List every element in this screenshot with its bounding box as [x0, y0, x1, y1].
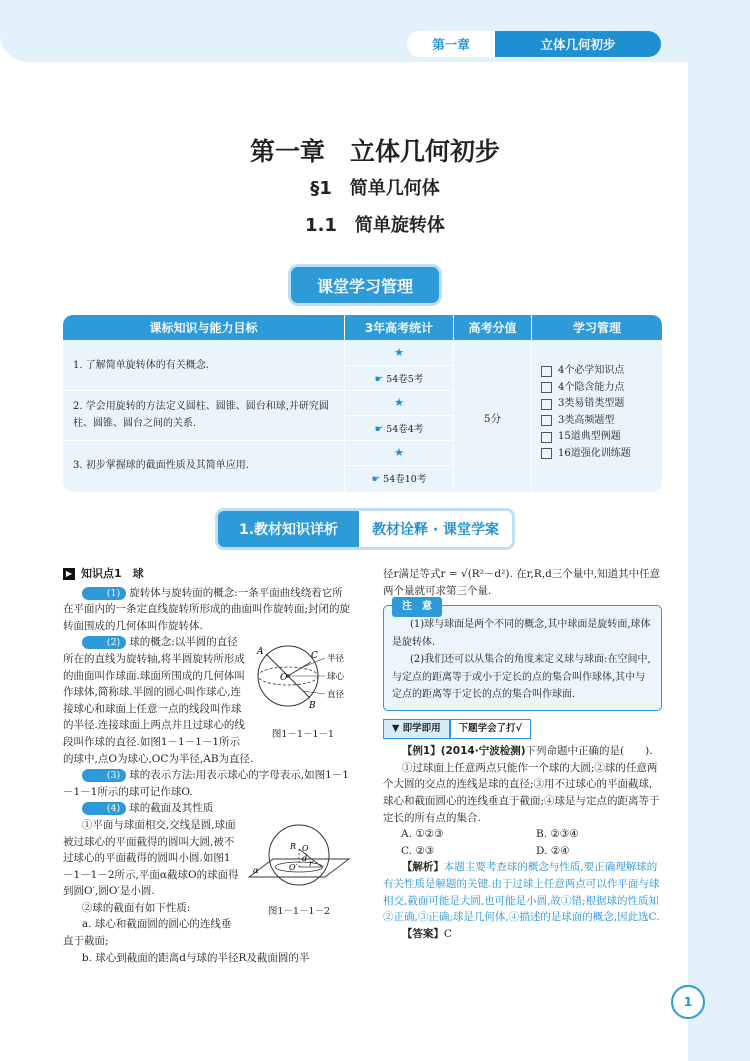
example-heading: 【例1】(2014·宁波检测)	[401, 745, 526, 758]
play-triangle-icon: ▶	[63, 568, 75, 580]
point-B-label: B	[309, 701, 316, 712]
radius-label: 半径	[327, 654, 345, 665]
practice-tabs	[383, 719, 662, 740]
section-tag-right: 教材诠释 · 课堂学案	[359, 511, 512, 547]
point-O-label: O	[280, 673, 288, 684]
paragraph: ②球的截面有如下性质:	[81, 901, 191, 914]
header-topic: 立体几何初步	[495, 31, 661, 57]
goal-row-2: 2. 学会用旋转的方法定义圆柱、圆锥、圆台和球,并研究圆柱、圆锥、圆台之间的关系.	[73, 401, 329, 429]
answer-heading: 【答案】	[401, 927, 444, 940]
difficulty-star: ★	[394, 396, 404, 409]
divider	[63, 440, 453, 441]
knowledge-point-heading: ▶ 知识点1 球	[63, 566, 353, 583]
section-title: §1 简单几何体	[310, 178, 440, 199]
difficulty-star: ★	[394, 346, 404, 359]
divider	[453, 315, 454, 492]
running-header	[407, 31, 661, 57]
choice-a: A. ①②③	[401, 828, 444, 841]
sphere-diagram	[253, 634, 353, 720]
checklist-item[interactable]: 4个隐含能力点	[541, 380, 631, 397]
divider	[345, 365, 453, 366]
paragraph: (3) 球的表示方法:用表示球心的字母表示,如图1－1－1－1所示的球可记作球O.	[63, 769, 349, 798]
exam-count: ☛ 54卷5考	[374, 374, 424, 385]
point-C-label: C	[311, 651, 318, 662]
checkbox-icon[interactable]	[541, 432, 552, 443]
checkbox-icon[interactable]	[541, 382, 552, 393]
section-tag	[218, 511, 512, 547]
radius-r-label: r	[309, 858, 313, 868]
note-item: (1)球与球面是两个不同的概念,其中球面是旋转面,球体是旋转体.	[392, 619, 651, 648]
classroom-management-tag: 课堂学习管理	[291, 267, 439, 303]
item-label: (1)	[82, 587, 126, 600]
pointing-hand-icon: ☛	[374, 374, 387, 385]
chapter-title: 第一章 立体几何初步	[249, 137, 500, 166]
radius-R-label: R	[290, 841, 297, 851]
choice-d: D. ②④	[536, 844, 570, 857]
checkbox-icon[interactable]	[541, 399, 552, 410]
choice-b: B. ②③④	[536, 828, 579, 841]
divider	[345, 415, 453, 416]
figure-sphere-2	[245, 819, 353, 920]
center-O-label: O	[302, 843, 309, 853]
checkbox-icon[interactable]	[541, 448, 552, 459]
section-tag-left: 1.教材知识详析	[218, 511, 359, 547]
right-column	[383, 566, 662, 942]
exam-count: ☛ 54卷4考	[374, 424, 424, 435]
diameter-label: 直径	[327, 690, 345, 701]
answer: 【答案】C	[401, 927, 452, 940]
paragraph: (2) 球的概念:以半圆的直径所在的直线为旋转轴,将半圆旋转所形成的曲面叫作球面.球面所围成的几何体叫作球体,简称球.半圆的圆心叫作球心,连接球心和球面上任意一点的线段叫作球的半径.连接球面上两点并且过球心的线段叫作球的直径.如图1－1－1－1所示的球中,点O为球心,OC为半径,AB为直径.	[63, 636, 254, 765]
figure-sphere-1	[253, 634, 353, 743]
table-header-management: 学习管理	[532, 315, 662, 340]
item-label: (3)	[82, 769, 126, 782]
paragraph: ①平面与球面相交,交线是圆,球面被过球心的平面截得的圆叫大圆,被不过球心的平面截得的圆叫小圆.如图1－1－1－2所示,平面α截球O的球面得到圆O′,圆O′是小圆.	[63, 818, 239, 898]
divider	[345, 465, 453, 466]
checklist-item[interactable]: 3类易错类型题	[541, 396, 631, 413]
table-header-stats: 3年高考统计	[345, 315, 453, 340]
difficulty-star: ★	[394, 446, 404, 459]
paragraph: (1) 旋转体与旋转面的概念:一条平面曲线绕着它所在平面内的一条定直线旋转所形成的曲面叫作旋转面;封闭的旋转面围成的几何体叫作旋转体.	[63, 586, 351, 632]
paragraph: a. 球心和截面圆的圆心的连线垂直于截面;	[63, 918, 232, 948]
choice-list	[383, 826, 662, 859]
analysis: 【解析】本题主要考查球的概念与性质,要正确理解球的有关性质是解题的关键.由于过球上任意两点可以作平面与球相交,截面可能是大圆,也可能是小圆,故①错;根据球的性质知②正确,③正确;球是几何体,④描述的是球面的概念,因此选C.	[383, 861, 660, 924]
page-number: 1	[671, 985, 705, 1019]
center-label: 球心	[327, 672, 345, 683]
example-body: ①过球面上任意两点只能作一个球的大圆;②球的任意两个大圆的交点的连线是球的直径;③用不过球心的平面截球,球心和截面圆心的连线垂直于截面;④球是与定点的距离等于定长的所有点的集合.	[383, 761, 660, 824]
note-box	[383, 601, 662, 711]
paragraph: (4) 球的截面及其性质	[63, 800, 353, 817]
item-label: (2)	[82, 636, 126, 649]
sphere-section-diagram	[245, 819, 353, 897]
objectives-table	[63, 315, 662, 492]
checkbox-icon[interactable]	[541, 415, 552, 426]
checklist-item[interactable]: 16道强化训练题	[541, 446, 631, 463]
pointing-hand-icon: ☛	[371, 474, 384, 485]
paragraph: 径r满足等式r = √(R²－d²). 在r,R,d三个量中,知道其中任意两个量就可求第三个量.	[383, 568, 661, 597]
divider	[63, 390, 453, 391]
table-header-goals: 课标知识与能力目标	[63, 315, 344, 340]
center-O-prime-label: O′	[289, 862, 298, 872]
checklist-item[interactable]: 4个必学知识点	[541, 363, 631, 380]
checklist-item[interactable]: 15道典型例题	[541, 429, 631, 446]
goal-row-3: 3. 初步掌握球的截面性质及其简单应用.	[73, 460, 249, 471]
point-A-label: A	[257, 647, 264, 658]
tab-mark-learned[interactable]: 下题学会了打√	[450, 719, 531, 740]
figure-caption: 图1－1－1－1	[271, 728, 335, 740]
exam-count: ☛ 54卷10考	[371, 474, 427, 485]
checklist-item[interactable]: 3类高频题型	[541, 413, 631, 430]
subsection-title: 1.1 简单旋转体	[305, 215, 445, 236]
left-column	[63, 566, 353, 966]
tab-practice-now[interactable]: ▼ 即学即用	[383, 719, 450, 740]
note-item: (2)我们还可以从集合的角度来定义球与球面:在空间中,与定点的距离等于或小于定长的点的集合叫作球体,其中与定点的距离等于定长的点的集合叫作球面.	[392, 654, 651, 701]
figure-caption: 图1－1－1－2	[267, 905, 331, 917]
header-chapter: 第一章	[407, 31, 495, 57]
management-checklist	[541, 363, 631, 462]
example-question: 【例1】(2014·宁波检测)下列命题中正确的是( ).	[401, 745, 653, 758]
table-header-score: 高考分值	[454, 315, 531, 340]
divider	[531, 315, 532, 492]
choice-c: C. ②③	[401, 844, 435, 857]
item-label: (4)	[82, 802, 126, 815]
checkbox-icon[interactable]	[541, 366, 552, 377]
exam-score: 5分	[483, 413, 502, 425]
plane-alpha-label: α	[253, 865, 259, 875]
goal-row-1: 1. 了解简单旋转体的有关概念.	[73, 360, 209, 371]
note-title: 注 意	[392, 597, 442, 617]
pointing-hand-icon: ☛	[374, 424, 387, 435]
distance-d-label: d	[302, 853, 308, 863]
paragraph: b. 球心到截面的距离d与球的半径R及截面圆的半	[81, 951, 310, 964]
analysis-heading: 【解析】	[401, 861, 444, 874]
